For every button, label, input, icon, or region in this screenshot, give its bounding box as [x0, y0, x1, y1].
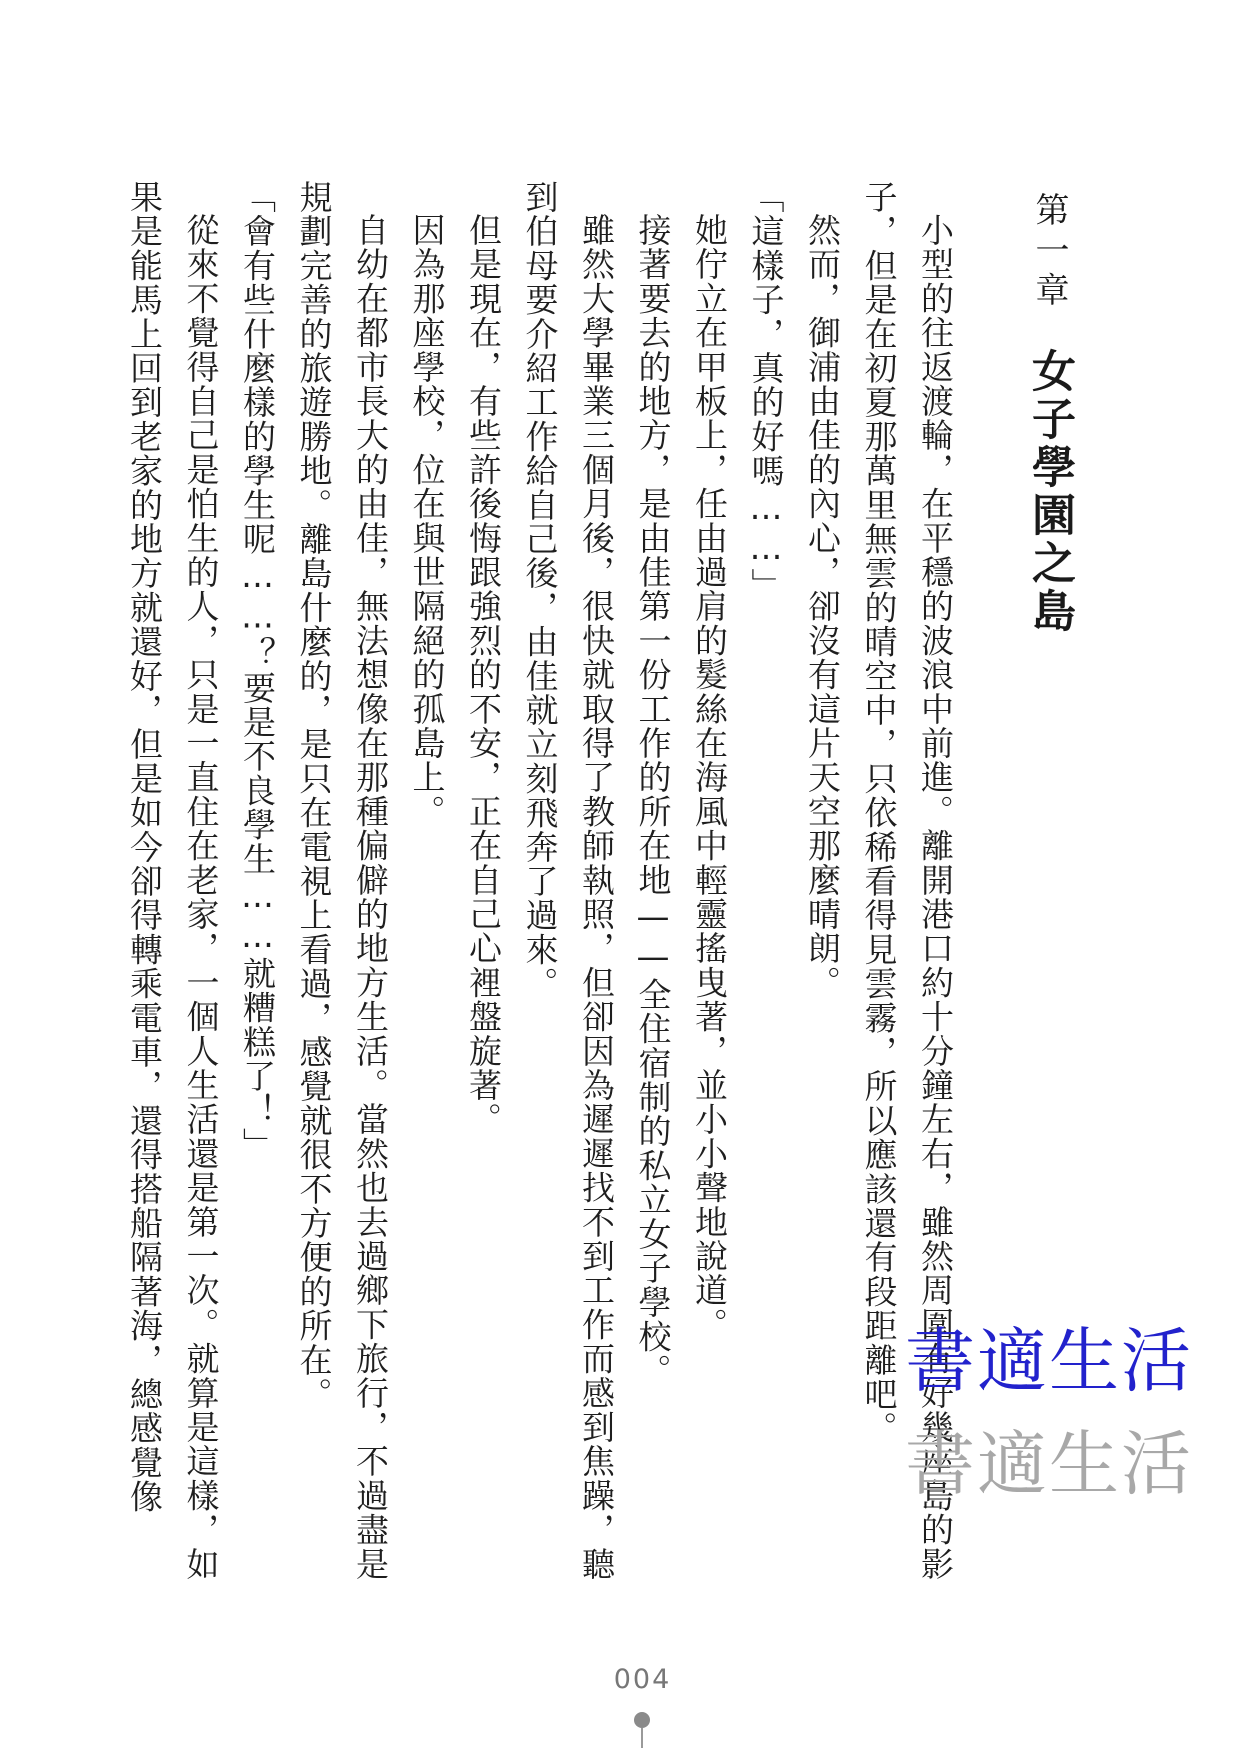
paragraph-5: 雖然大學畢業三個月後，很快就取得了教師執照，但卻因為遲遲找不到工作而感到焦躁，聽到伯母要介紹工作給自己後，由佳就立刻飛奔了過來。: [520, 180, 616, 1581]
paragraph-3: 她佇立在甲板上，任由過肩的髮絲在海風中輕靈搖曳著，並小小聲地說道。: [690, 213, 729, 1342]
dialogue-line-1: 「這樣子，真的好嗎……」: [746, 180, 786, 603]
page-marker-line: [641, 1728, 643, 1748]
watermark-primary: 書適生活: [905, 1320, 1193, 1402]
dialogue-line-2: 「會有些什麼樣的學生呢……？要是不良學生……就糟糕了！」: [238, 180, 277, 1162]
page-number: 004: [613, 1664, 672, 1695]
paragraph-1: 小型的往返渡輪，在平穩的波浪中前進。離開港口約十分鐘左右，雖然周圍有好幾座島的影子，但是在初夏那萬里無雲的晴空中，只依稀看得見雲霧，所以應該還有段距離吧。: [859, 180, 955, 1581]
paragraph-8: 自幼在都市長大的由佳，無法想像在那種偏僻的地方生活。當然也去過鄉下旅行，不過盡是規劃完善的旅遊勝地。離島什麼的，是只在電視上看過，感覺就很不方便的所在。: [294, 180, 390, 1581]
chapter-label: 第一章: [1029, 192, 1069, 312]
paragraph-6: 但是現在，有些許後悔跟強烈的不安，正在自己心裡盤旋著。: [464, 213, 503, 1137]
chapter-title: 女子學園之島: [1024, 348, 1075, 636]
paragraph-9: 從來不覺得自己是怕生的人，只是一直住在老家，一個人生活還是第一次。就算是這樣，如果是能馬上回到老家的地方就還好，但是如今卻得轉乘電車，還得搭船隔著海，總感覺像: [125, 180, 221, 1581]
paragraph-7: 因為那座學校，位在與世隔絕的孤島上。: [407, 213, 447, 829]
page-marker-dot: [634, 1712, 650, 1728]
paragraph-2: 然而，御浦由佳的內心，卻沒有這片天空那麼晴朗。: [803, 213, 842, 1000]
paragraph-4: 接著要去的地方，是由佳第一份工作的所在地——全住宿制的私立女子學校。: [633, 213, 673, 1388]
watermark-secondary: 書適生活: [905, 1423, 1193, 1505]
